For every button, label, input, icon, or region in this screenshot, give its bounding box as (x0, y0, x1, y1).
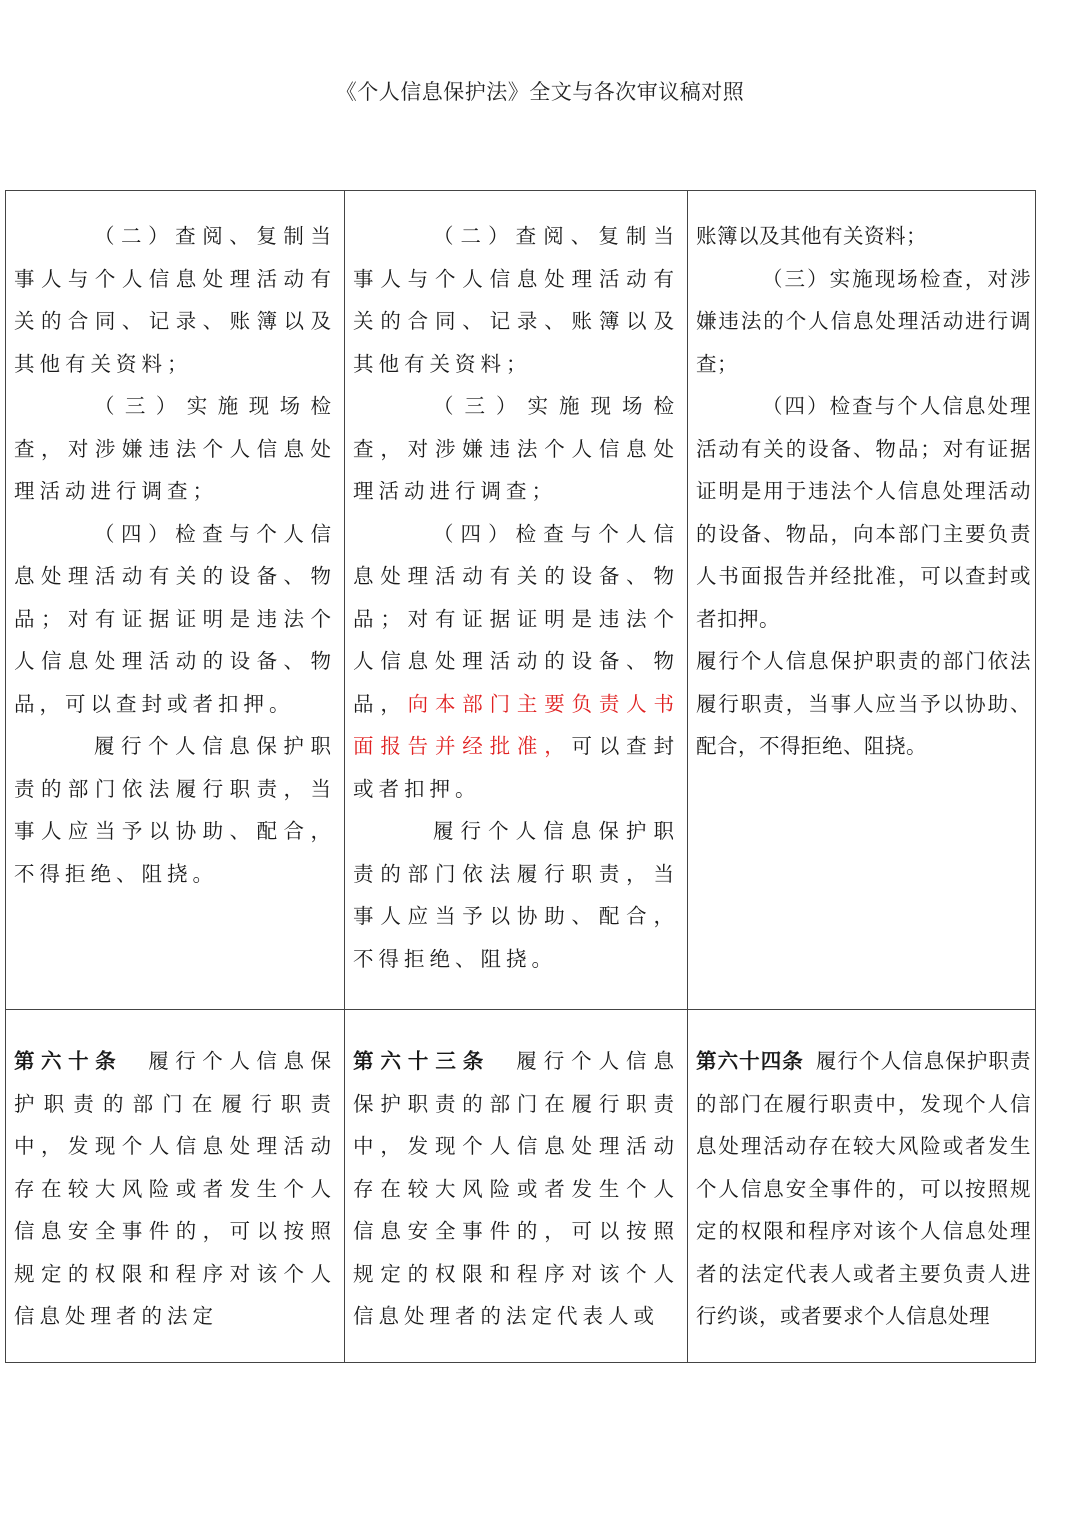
amendment-highlight: 向本部门主要负责人书面报告并经批准， (353, 691, 680, 758)
page-title: 《个人信息保护法》全文与各次审议稿对照 (335, 80, 745, 104)
clause-paragraph: 账簿以及其他有关资料； (696, 224, 927, 248)
table-cell-draft-two (345, 191, 688, 1010)
clause-text: （四）检查与个人信息处理活动有关的设备、物品；对有证据证明是违法个人信息处理活动的设备、物品， (353, 521, 679, 716)
clause-paragraph: （四）检查与个人信息处理活动有关的设备、物品；对有证据证明是用于违法个人信息处理活动的设备、物品，向本部门主要负责人书面报告并经批准，可以查封或者扣押。 (696, 394, 1031, 631)
article-paragraph (14, 1040, 336, 1338)
clause-paragraph: 履行个人信息保护职责的部门依法履行职责，当事人应当予以协助、配合，不得拒绝、阻挠。 (353, 819, 679, 971)
article-text: 履行个人信息保护职责的部门在履行职责中，发现个人信息处理活动存在较大风险或者发生个人信息安全事件的，可以按照规定的权限和程序对该个人信息处理者的法定代表人或 (353, 1049, 679, 1328)
clause-paragraph: 履行个人信息保护职责的部门依法履行职责，当事人应当予以协助、配合，不得拒绝、阻挠。 (14, 734, 336, 886)
table-cell-final-text (6, 191, 345, 1010)
clause-paragraph: （二）查阅、复制当事人与个人信息处理活动有关的合同、记录、账簿以及其他有关资料； (353, 224, 679, 376)
article-paragraph (696, 1040, 1031, 1338)
clause-paragraph: （三）实施现场检查，对涉嫌违法的个人信息处理活动进行调查； (696, 266, 1031, 376)
article-number: 第六十四条 (696, 1049, 804, 1073)
table-cell-draft-three (688, 191, 1036, 1010)
clause-paragraph: （三）实施现场检查，对涉嫌违法个人信息处理活动进行调查； (14, 394, 336, 503)
article-paragraph (353, 1040, 679, 1338)
article-number: 第六十三条 (353, 1049, 491, 1073)
clause-paragraph: （二）查阅、复制当事人与个人信息处理活动有关的合同、记录、账簿以及其他有关资料； (14, 224, 336, 376)
clause-text: 可以查封或者扣押。 (353, 734, 680, 801)
clause-paragraph: （四）检查与个人信息处理活动有关的设备、物品；对有证据证明是违法个人信息处理活动的设备、物品，可以查封或者扣押。 (14, 521, 336, 716)
table-row (6, 191, 1036, 1010)
article-number: 第六十条 (14, 1049, 123, 1073)
article-text: 履行个人信息保护职责的部门在履行职责中，发现个人信息处理活动存在较大风险或者发生个人信息安全事件的，可以按照规定的权限和程序对该个人信息处理者的法定代表人或者主要负责人进行约谈，或者要求个人信息处理 (696, 1049, 1032, 1328)
table-cell-draft-two (345, 1010, 688, 1363)
clause-paragraph: （三）实施现场检查，对涉嫌违法个人信息处理活动进行调查； (353, 394, 679, 503)
table-cell-final-text (6, 1010, 345, 1363)
table-row (6, 1010, 1036, 1363)
article-text: 履行个人信息保护职责的部门在履行职责中，发现个人信息处理活动存在较大风险或者发生个人信息安全事件的，可以按照规定的权限和程序对该个人信息处理者的法定 (14, 1049, 337, 1328)
table-cell-draft-three (688, 1010, 1036, 1363)
comparison-table (5, 190, 1036, 1363)
clause-paragraph (353, 513, 679, 811)
clause-paragraph: 履行个人信息保护职责的部门依法履行职责，当事人应当予以协助、配合，不得拒绝、阻挠。 (696, 649, 1031, 758)
